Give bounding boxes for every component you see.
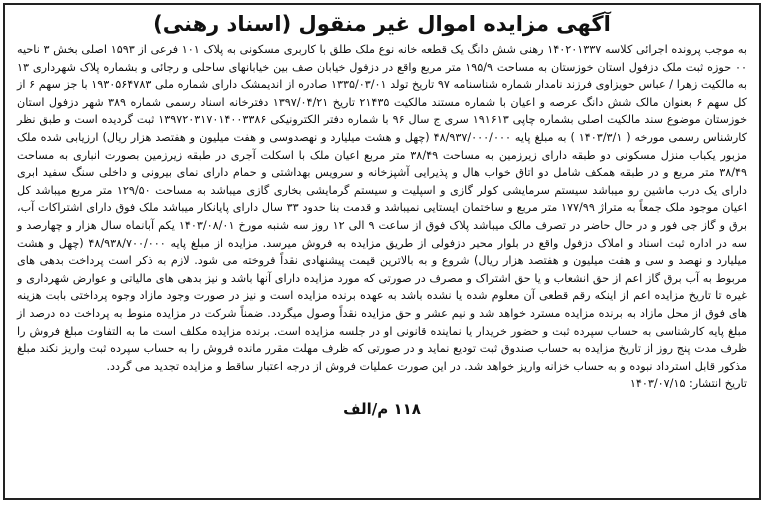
notice-body: به موجب پرونده اجرائی کلاسه ۱۴۰۲۰۱۳۳۷ رهنی شش دانگ یک قطعه خانه نوع ملک طلق با کاربری مسکونی به پلاک ۱۰۱ فرعی از ۱۵۹۳ اصلی بخش ۳ ناحیه ۰۰ حوزه ثبت ملک دزفول استان خوزستان به مساحت ۱۹۵/۹ متر مربع واقع در دزفول خیابان صف بین خیابانهای ساحلی و رجائی و بشماره پلاک شهرداری ۱۳ به مالکیت زهرا / عباس حویزاوی فرزند نامدار شماره شناسنامه ۹۷ تاریخ تولد ۱۳۳۵/۰۳/۰۱ صادره از اندیمشک دارای شماره ملی ۱۹۳۰۵۶۴۷۸۳ با جز سهم ۶ از کل سهم ۶ بعنوان مالک شش دانگ عرصه و اعیان با شماره مستند مالکیت ۲۱۴۳۵ تاریخ ۱۳۹۷/۰۴/۲۱ دفترخانه اسناد رسمی شماره ۳۸۹ شهر دزفول استان خوزستان موضوع سند مالکیت اصلی بشماره چاپی ۱۹۱۶۱۳ سری ج سال ۹۶ با شماره دفتر الکترونیکی ۱۳۹۷۲۰۳۱۷۰۱۴۰۰۳۳۸۶ ثبت گردیده است و طبق نظر کارشناس رسمی مورخه ( ۱۴۰۳/۳/۱ ) به مبلغ پایه ۴۸/۹۳۷/۰۰۰/۰۰۰ (چهل و هشت میلیارد و نهصدوسی و هفت میلیون و هفتصد هزار ریال) ارزیابی شده ملک مزبور یکباب منزل مسکونی دو طبقه دارای زیرزمین به مساحت ۳۸/۴۹ متر مربع اعیان ملک با اسکلت آجری در طبقه زیرزمین بصورت انباری به مساحت ۳۸/۴۹ متر مربع و در طبقه همکف شامل دو اتاق خواب هال و پذیرایی آشپزخانه و سرویس بهداشتی و حمام دارای نمای بیرونی و داخلی سنگ سفید ابری دارای یک درب ماشین رو میباشد سیستم سرمایشی کولر گازی و اسپلیت و سیستم گرمایشی بخاری گازی میباشد به مساحت ۱۲۹/۵۰ متر مربع میباشد کل اعیان موجود ملک جمعاً به متراژ ۱۷۷/۹۹ متر مربع و ساختمان ایستایی نمیباشد و قدمت بنا حدود ۳۳ سال دارای پایانکار میباشد ملک فوق دارای اشتراکات آب، برق و گاز جی فور و در حال حاضر در تصرف مالک میباشد پلاک فوق از ساعت ۹ الی ۱۲ روز سه شنبه مورخ ۱۴۰۳/۰۸/۰۱ یکم آبانماه سال هزار و چهارصد و سه در اداره ثبت اسناد و املاک دزفول واقع در بلوار محیر دزفولی از طریق مزایده به فروش میرسد. مزایده از مبلغ پایه ۴۸/۹۳۸/۷۰۰/۰۰۰ (چهل و هشت میلیارد و نهصد و سی و هفت میلیون و هفتصد هزار ریال) شروع و به بالاترین قیمت پیشنهادی نقداً فروخته می شود. لازم به ذکر است پرداخت بدهی های مربوط به آب برق گاز اعم از حق انشعاب و یا حق اشتراک و مصرف در صورتی که مورد مزایده دارای آنها باشد و نیز بدهی های مالیاتی و عوارض شهرداری و غیره تا تاریخ مزایده اعم از اینکه رقم قطعی آن معلوم شده یا نشده باشد به عهده برنده مزایده است و نیز در صورت وجود مازاد وجوه پرداختی بابت هزینه های فوق از محل مازاد به برنده مزایده مسترد خواهد شد و نیم عشر و حق مزایده نقداً وصول میگردد. ضمناً شرکت در مزایده منوط به پرداخت ده درصد از مبلغ پایه کارشناسی به حساب سپرده ثبت و حضور خریدار یا نماینده قانونی او در جلسه مزایده است. برنده مزایده مکلف است ما به التفاوت مبلغ فروش را ظرف مدت پنج روز از تاریخ مزایده به حساب صندوق ثبت تودیع نماید و در صورتی که ظرف مهلت مقرر مانده فروش را به حساب سپرده ثبت واریز نکند مبلغ مذکور قابل استرداد نبوده و به حساب خزانه واریز خواهد شد. در این صورت عملیات فروش از درجه اعتبار ساقط و مزایده تجدید می گردد. bbox=[17, 43, 748, 373]
notice-title: آگهی مزایده اموال غیر منقول (اسناد رهنی) bbox=[153, 12, 611, 36]
auction-notice bbox=[3, 3, 761, 500]
publication-date: تاریخ انتشار: ۱۴۰۳/۰۷/۱۵ bbox=[629, 377, 747, 391]
notice-code: ۱۱۸ م/الف bbox=[343, 399, 421, 418]
